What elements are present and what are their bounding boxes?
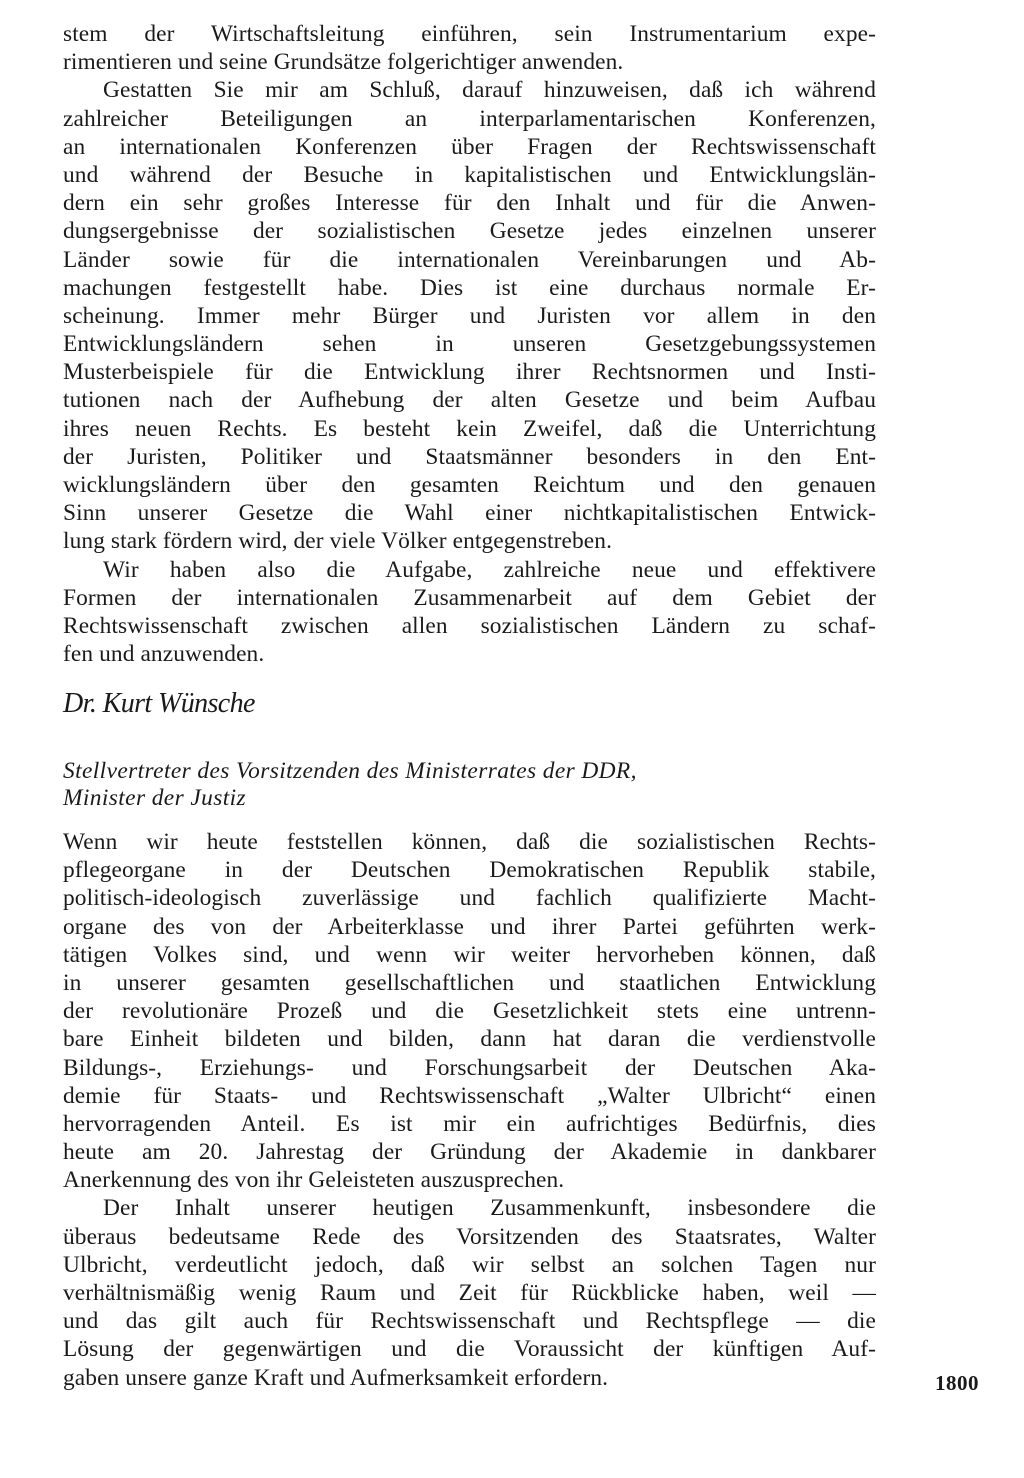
text-line: stem der Wirtschaftsleitung einführen, sein Instrumentarium expe- <box>63 21 876 47</box>
text-line: pflegeorgane in der Deutschen Demokratischen Republik stabile, <box>63 857 876 884</box>
text-line: hervorragenden Anteil. Es ist mir ein aufrichtiges Bedürfnis, dies <box>63 1110 876 1137</box>
text-line: Anerkennung des von ihr Geleisteten auszusprechen. <box>63 1167 565 1194</box>
text-line: dern ein sehr großes Interesse für den Inhalt und für die Anwen- <box>63 190 876 217</box>
text-line: tutionen nach der Aufhebung der alten Gesetze und beim Aufbau <box>63 387 876 414</box>
page-number: 1800 <box>935 1371 979 1395</box>
text-line: lung stark fördern wird, der viele Völker entgegenstreben. <box>63 528 613 555</box>
text-line: politisch-ideologisch zuverlässige und fachlich qualifizierte Macht- <box>63 885 876 912</box>
speaker-name: Dr. Kurt Wünsche <box>63 688 255 719</box>
text-line: gaben unsere ganze Kraft und Aufmerksamkeit erfordern. <box>63 1364 609 1391</box>
text-line: an internationalen Konferenzen über Fragen der Rechtswissenschaft <box>63 133 876 160</box>
text-line: organe des von der Arbeiterklasse und ihrer Partei geführten werk- <box>63 913 876 940</box>
text-line: Ulbricht, verdeutlicht jedoch, daß wir selbst an solchen Tagen nur <box>63 1251 876 1278</box>
text-line: Lösung der gegenwärtigen und die Voraussicht der künftigen Auf- <box>63 1336 876 1363</box>
text-line: Entwicklungsländern sehen in unseren Gesetzgebungssystemen <box>63 331 876 358</box>
text-line: dungsergebnisse der sozialistischen Gesetze jedes einzelnen unserer <box>63 218 876 245</box>
text-line: der revolutionäre Prozeß und die Gesetzlichkeit stets eine untrenn- <box>63 998 876 1025</box>
text-line: Gestatten Sie mir am Schluß, darauf hinzuweisen, daß ich während <box>103 77 876 104</box>
text-line: rimentieren und seine Grundsätze folgerichtiger anwenden. <box>63 49 624 76</box>
speaker-role-line: Stellvertreter des Vorsitzenden des Ministerrates der DDR, <box>63 758 637 784</box>
text-line: Musterbeispiele für die Entwicklung ihrer Rechtsnormen und Insti- <box>63 359 876 386</box>
text-line: machungen festgestellt habe. Dies ist eine durchaus normale Er- <box>63 274 876 301</box>
text-line: Länder sowie für die internationalen Vereinbarungen und Ab- <box>63 246 876 273</box>
speaker-role <box>63 758 876 812</box>
text-line: Bildungs-, Erziehungs- und Forschungsarbeit der Deutschen Aka- <box>63 1054 876 1081</box>
text-line: scheinung. Immer mehr Bürger und Juristen vor allem in den <box>63 302 876 329</box>
text-line: tätigen Volkes sind, und wenn wir weiter hervorheben können, daß <box>63 941 876 968</box>
text-line: fen und anzuwenden. <box>63 641 265 668</box>
text-line: heute am 20. Jahrestag der Gründung der Akademie in dankbarer <box>63 1139 876 1166</box>
text-line: Wir haben also die Aufgabe, zahlreiche neue und effektivere <box>103 556 876 583</box>
text-line: in unserer gesamten gesellschaftlichen und staatlichen Entwicklung <box>63 969 876 996</box>
text-line: Sinn unserer Gesetze die Wahl einer nichtkapitalistischen Entwick- <box>63 500 876 527</box>
text-line: und das gilt auch für Rechtswissenschaft und Rechtspflege — die <box>63 1308 876 1335</box>
body-text-section-2 <box>63 828 876 1392</box>
text-line: wicklungsländern über den gesamten Reichtum und den genauen <box>63 472 876 498</box>
text-line: Rechtswissenschaft zwischen allen sozialistischen Ländern zu schaf- <box>63 612 876 639</box>
text-line: demie für Staats- und Rechtswissenschaft „Walter Ulbricht“ einen <box>63 1082 876 1109</box>
text-line: ihres neuen Rechts. Es besteht kein Zweifel, daß die Unterrichtung <box>63 415 876 442</box>
text-line: und während der Besuche in kapitalistischen und Entwicklungslän- <box>63 161 876 188</box>
text-line: Formen der internationalen Zusammenarbeit auf dem Gebiet der <box>63 584 876 611</box>
text-line: bare Einheit bildeten und bilden, dann hat daran die verdienstvolle <box>63 1026 876 1053</box>
text-line: zahlreicher Beteiligungen an interparlamentarischen Konferenzen, <box>63 105 876 132</box>
text-line: Wenn wir heute feststellen können, daß die sozialistischen Rechts- <box>63 829 876 855</box>
text-line: der Juristen, Politiker und Staatsmänner besonders in den Ent- <box>63 443 876 470</box>
text-line: verhältnismäßig wenig Raum und Zeit für Rückblicke haben, weil — <box>63 1280 876 1306</box>
text-line: überaus bedeutsame Rede des Vorsitzenden des Staatsrates, Walter <box>63 1223 876 1250</box>
body-text-section-1 <box>63 20 876 668</box>
text-line: Der Inhalt unserer heutigen Zusammenkunft, insbesondere die <box>103 1195 876 1222</box>
speaker-role-line: Minister der Justiz <box>63 785 247 811</box>
